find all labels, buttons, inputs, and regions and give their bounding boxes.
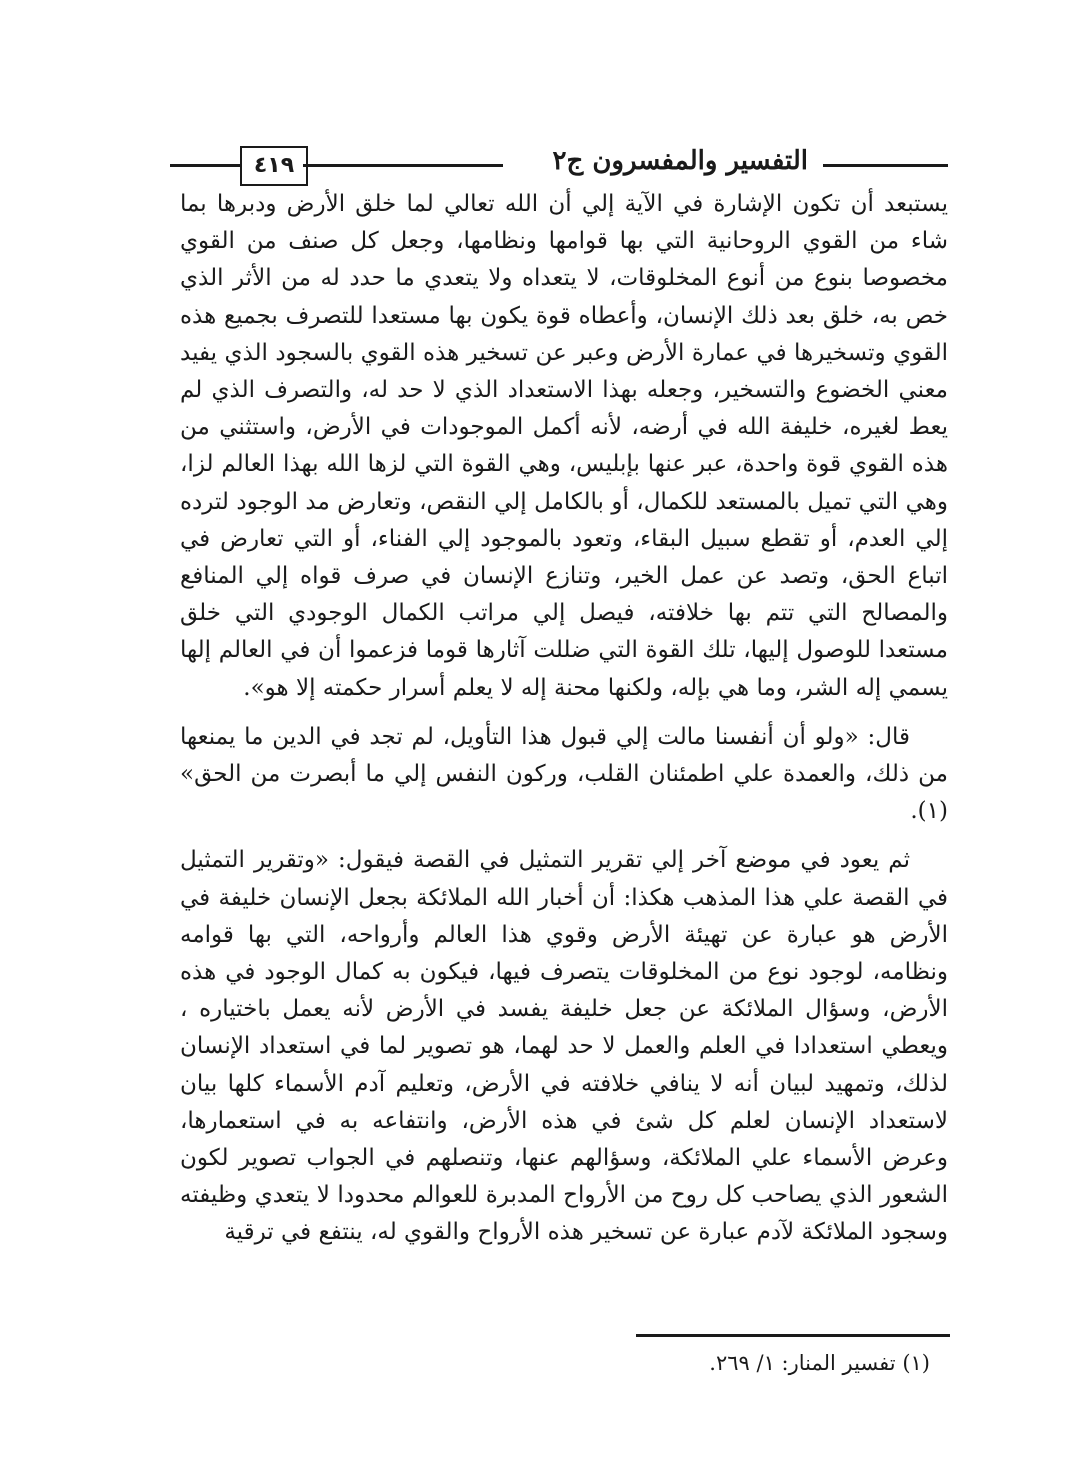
header-rule-right <box>823 164 948 167</box>
header-rule-left <box>170 164 240 167</box>
paragraph-3: ثم يعود في موضع آخر إلي تقرير التمثيل في القصة فيقول: «وتقرير التمثيل في القصة علي هذا المذهب هكذا: أن أخبار الله الملائكة بجعل الإنسان خليفة في الأرض هو عبارة عن تهيئة الأرض وقوي هذا العالم وأرواحه، التي بها قوامه ونظامه، لوجود نوع من المخلوقات يتصرف فيها، فيكون به كمال الوجود في هذه الأرض، وسؤال الملائكة عن جعل خليفة يفسد في الأرض لأنه يعمل باختياره ، ويعطي استعدادا في العلم والعمل لا حد لهما، هو تصوير لما في استعداد الإنسان لذلك، وتمهيد لبيان أنه لا ينافي خلافته في الأرض، وتعليم آدم الأسماء كلها بيان لاستعداد الإنسان لعلم كل شئ في هذه الأرض، وانتفاعه به في استعمارها، وعرض الأسماء علي الملائكة، وسؤالهم عنها، وتنصلهم في الجواب تصوير لكون الشعور الذي يصاحب كل روح من الأرواح المدبرة للعوالم محدودا لا يتعدي وظيفته وسجود الملائكة لآدم عبارة عن تسخير هذه الأرواح والقوي له، ينتفع في ترقية <box>180 847 948 1246</box>
page-header <box>168 142 948 186</box>
running-title: التفسير والمفسرون ج٢ <box>552 146 808 176</box>
paragraph-1: يستبعد أن تكون الإشارة في الآية إلي أن الله تعالي لما خلق الأرض ودبرها بما شاء من القوي الروحانية التي بها قوامها ونظامها، وجعل كل صنف من القوي مخصوصا بنوع من أنوع المخلوقات، لا يتعداه ولا يتعدي ما حدد له من الأثر الذي خص به، خلق بعد ذلك الإنسان، وأعطاه قوة يكون بها مستعدا للتصرف بجميع هذه القوي وتسخيرها في عمارة الأرض وعبر عن تسخير هذه القوي بالسجود الذي يفيد معني الخضوع والتسخير، وجعله بهذا الاستعداد الذي لا حد له، والتصرف الذي لم يعط لغيره، خليفة الله في أرضه، لأنه أكمل الموجودات في الأرض، واستثني من هذه القوي قوة واحدة، عبر عنها بإبليس، وهي القوة التي لزها الله بهذا العالم لزا، وهي التي تميل بالمستعد للكمال، أو بالكامل إلي النقص، وتعارض مد الوجود لترده إلي العدم، أو تقطع سبيل البقاء، وتعود بالموجود إلي الفناء، أو التي تعارض في اتباع الحق، وتصد عن عمل الخير، وتنازع الإنسان في صرف قواه إلي المنافع والمصالح التي تتم بها خلافته، فيصل إلي مراتب الكمال الوجودي التي خلق مستعدا للوصول إليها، تلك القوة التي ضللت آثارها قوما فزعموا أن في العالم إلها يسمي إله الشر، وما هي بإله، ولكنها محنة إله لا يعلم أسرار حكمته إلا هو». <box>180 191 948 701</box>
main-text <box>180 186 948 1252</box>
footnote: (١) تفسير المنار: ١/ ٢٦٩. <box>709 1351 930 1375</box>
paragraph-2: قال: «ولو أن أنفسنا مالت إلي قبول هذا التأويل، لم تجد في الدين ما يمنعها من ذلك، والعمدة علي اطمئنان القلب، وركون النفس إلي ما أبصرت من الحق» (١). <box>180 723 948 825</box>
page-number: ٤١٩ <box>240 146 308 186</box>
header-rule-middle <box>303 164 503 167</box>
footnote-separator <box>636 1334 950 1337</box>
